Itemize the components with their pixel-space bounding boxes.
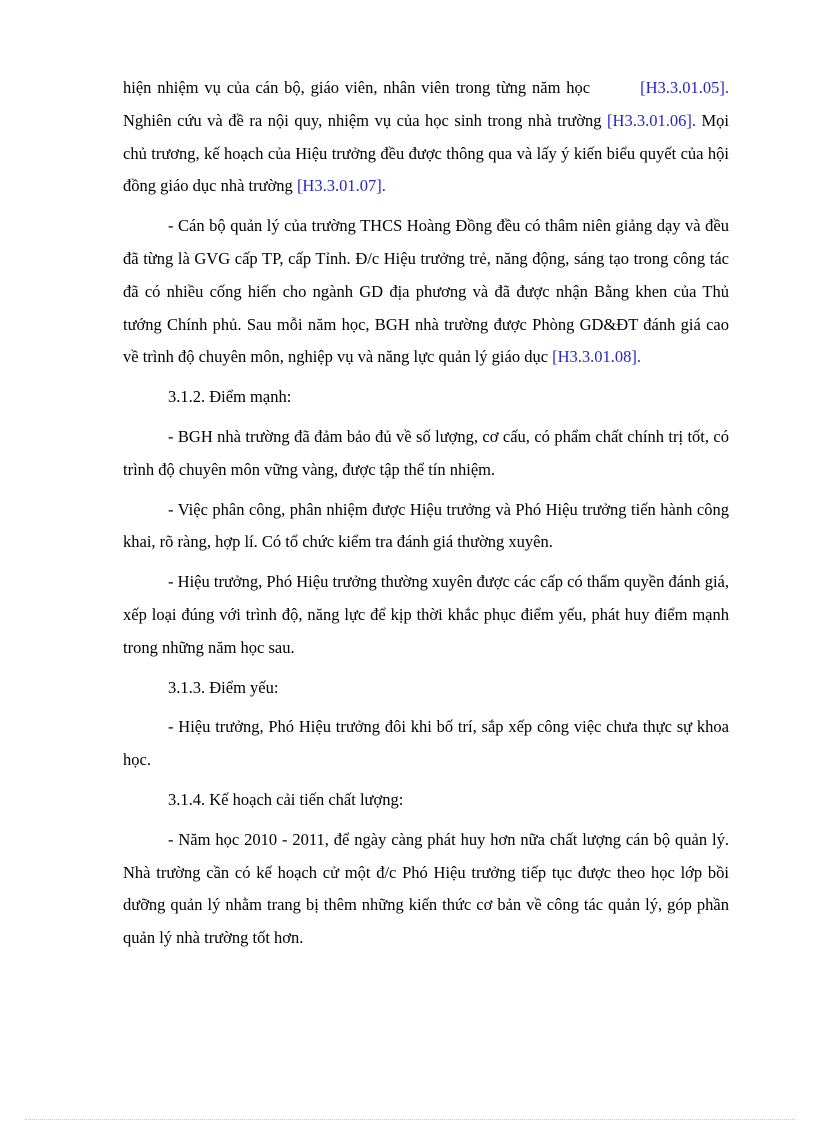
- heading-improvement-plan: 3.1.4. Kế hoạch cải tiến chất lượng:: [168, 789, 404, 809]
- heading-strengths: 3.1.2. Điểm mạnh:: [168, 387, 292, 407]
- paragraph-leadership-duties: [123, 72, 729, 203]
- strength-item: - BGH nhà trường đã đảm bảo đủ về số lượng, cơ cấu, có phẩm chất chính trị tốt, có trình độ chuyên môn vững vàng, được tập thể tín nhiệm.: [123, 426, 729, 479]
- evidence-reference[interactable]: [H3.3.01.08].: [552, 347, 642, 367]
- strength-item: - Hiệu trưởng, Phó Hiệu trưởng thường xuyên được các cấp có thẩm quyền đánh giá, xếp loại đúng với trình độ, năng lực để kịp thời khắc phục điểm yếu, phát huy điểm mạnh trong những năm học sau.: [123, 572, 729, 657]
- paragraph-management-staff: [123, 210, 729, 374]
- evidence-reference[interactable]: [H3.3.01.07].: [296, 176, 386, 196]
- paragraph-text: Nghiên cứu và đề ra nội quy, nhiệm vụ của học sinh trong nhà trường: [123, 110, 602, 130]
- strength-item: - Việc phân công, phân nhiệm được Hiệu trưởng và Phó Hiệu trưởng tiến hành công khai, rõ ràng, hợp lí. Có tổ chức kiểm tra đánh giá thường xuyên.: [123, 499, 729, 552]
- document-body: [123, 72, 729, 962]
- page-bottom-divider: [25, 1119, 795, 1120]
- paragraph-text: - Cán bộ quản lý của trường THCS Hoàng Đồng đều có thâm niên giảng dạy và đều đã từng là GVG cấp TP, cấp Tỉnh. Đ/c Hiệu trưởng trẻ, năng động, sáng tạo trong công tác đã có nhiều cống hiến cho ngành GD địa phương và đã được nhận Bằng khen của Thủ tướng Chính phủ. Sau mỗi năm học, BGH nhà trường được Phòng GD&ĐT đánh giá cao về trình độ chuyên môn, nghiệp vụ và năng lực quản lý giáo dục: [123, 216, 729, 367]
- heading-weaknesses: 3.1.3. Điểm yếu:: [168, 677, 279, 697]
- plan-item: - Năm học 2010 - 2011, để ngày càng phát huy hơn nữa chất lượng cán bộ quản lý. Nhà trường cần có kế hoạch cử một đ/c Phó Hiệu trưởng tiếp tục được theo học lớp bồi dưỡng quản lý nhằm trang bị thêm những kiến thức cơ bản về công tác quản lý, góp phần quản lý nhà trường tốt hơn.: [123, 829, 729, 948]
- paragraph-text: hiện nhiệm vụ của cán bộ, giáo viên, nhân viên trong từng năm học: [123, 78, 591, 97]
- paragraph-text: Mọi chủ trương, kế hoạch của Hiệu trưởng đều được thông qua và lấy ý kiến biểu quyết của hội đồng giáo dục nhà trường: [123, 110, 730, 196]
- evidence-reference[interactable]: [H3.3.01.06].: [607, 110, 696, 130]
- evidence-reference[interactable]: [H3.3.01.05].: [640, 78, 729, 97]
- weakness-item: - Hiệu trưởng, Phó Hiệu trưởng đôi khi bố trí, sắp xếp công việc chưa thực sự khoa học.: [123, 717, 729, 770]
